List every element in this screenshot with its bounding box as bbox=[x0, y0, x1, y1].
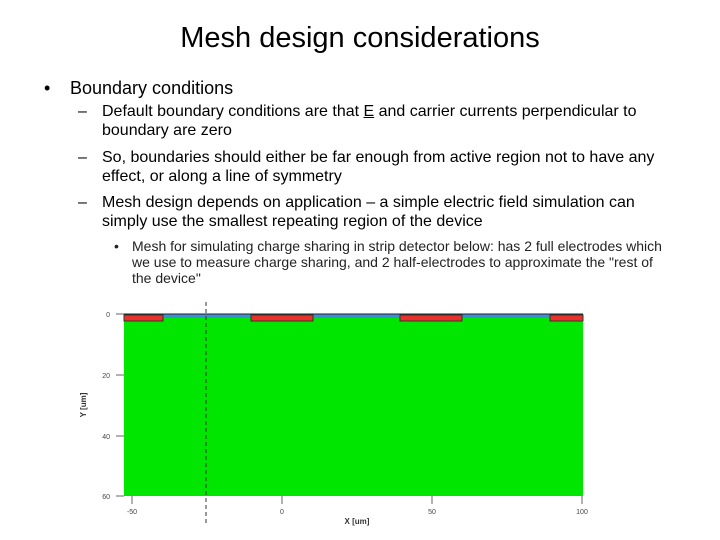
half-electrode-left bbox=[124, 315, 163, 321]
x-axis-label: X [um] bbox=[344, 517, 370, 526]
y-tick-label: 60 bbox=[102, 494, 110, 501]
x-axis bbox=[127, 496, 588, 526]
slide-title: Mesh design considerations bbox=[180, 22, 540, 54]
text-part: Default boundary conditions are that bbox=[102, 103, 364, 120]
silicon-bulk bbox=[124, 314, 583, 496]
y-axis bbox=[79, 312, 124, 501]
electrode-2 bbox=[400, 315, 462, 321]
text-part: and carrier currents perpendicular to boundary are zero bbox=[102, 103, 637, 139]
dash-icon: – bbox=[78, 103, 87, 120]
bullet-icon: • bbox=[44, 78, 51, 98]
x-tick-label: 50 bbox=[428, 509, 436, 516]
dash-icon: – bbox=[78, 149, 87, 166]
x-tick-label: 0 bbox=[280, 509, 284, 516]
y-tick-label: 40 bbox=[102, 434, 110, 441]
sub-bullet-text: So, boundaries should either be far enough from active region not to have any effect, or along a line of symmetry bbox=[102, 149, 655, 185]
electrode-1 bbox=[251, 315, 313, 321]
x-tick-label: -50 bbox=[126, 509, 138, 516]
sub-bullet-text: Mesh design depends on application – a simple electric field simulation can simply use the smallest repeating region of the device bbox=[102, 194, 635, 230]
dash-icon: – bbox=[78, 194, 87, 211]
bullet-icon: • bbox=[114, 238, 119, 254]
sub-sub-bullet-text: Mesh for simulating charge sharing in strip detector below: has 2 full electrodes which we use to measure charge sharing, and 2 half-electrodes to approximate the "rest of the device" bbox=[132, 238, 662, 286]
field-symbol-e: E bbox=[363, 103, 375, 120]
y-tick-label: 20 bbox=[102, 373, 110, 380]
half-electrode-right bbox=[550, 315, 583, 321]
bullet-text: Boundary conditions bbox=[70, 78, 234, 98]
x-tick-label: 100 bbox=[576, 509, 588, 516]
surface-layer bbox=[124, 314, 583, 318]
y-axis-label: Y [um] bbox=[79, 392, 88, 418]
y-tick-label: 0 bbox=[106, 312, 110, 319]
